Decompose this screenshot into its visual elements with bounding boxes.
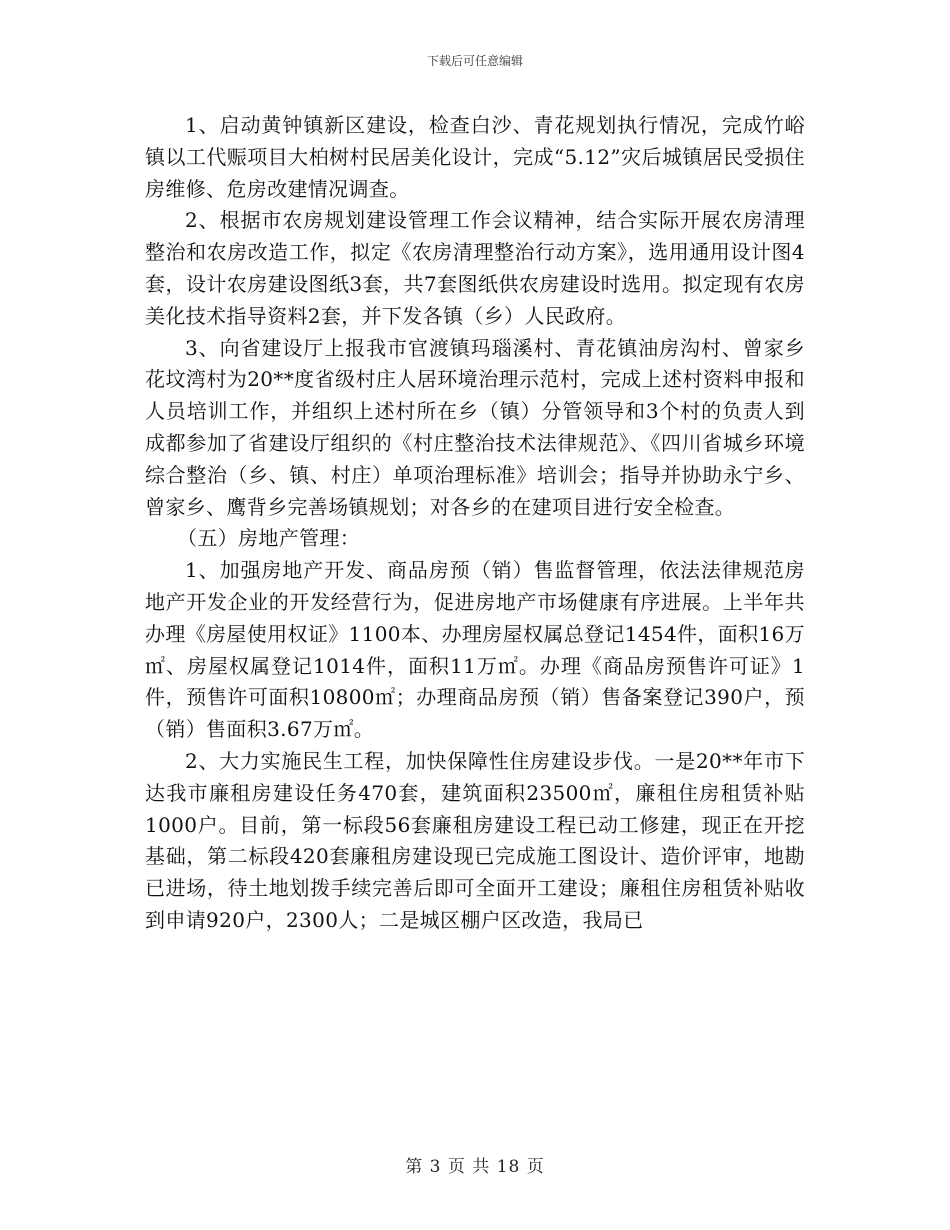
section-heading-real-estate: （五）房地产管理： [177,526,361,551]
page-header: 下载后可任意编辑 [426,54,523,68]
document-body [145,110,805,937]
paragraph-rural-housing: 2、根据市农房规划建设管理工作会议精神，结合实际开展农房清理整治和农房改造工作，拟定《农房清理整治行动方案》，选用通用设计图4套，设计农房建设图纸3套，共7套图纸供农房建设时选用。拟定现有农房美化技术指导资料2套，并下发各镇（乡）人民政府。 [145,208,805,328]
paragraph-affordable-housing: 2、大力实施民生工程，加快保障性住房建设步伐。一是20**年市下达我市廉租房建设任务470套，建筑面积23500㎡，廉租住房租赁补贴1000户。目前，第一标段56套廉租房建设工程已动工修建，现正在开挖基础，第二标段420套廉租房建设现已完成施工图设计、造价评审，地勘已进场，待土地划拨手续完善后即可全面开工建设；廉租住房租赁补贴收到申请920户，2300人；二是城区棚户区改造，我局已 [145,748,805,932]
paragraph-demonstration-villages: 3、向省建设厅上报我市官渡镇玛瑙溪村、青花镇油房沟村、曾家乡花坟湾村为20**度省级村庄人居环境治理示范村，完成上述村资料申报和人员培训工作，并组织上述村所在乡（镇）分管领导和3个村的负责人到成都参加了省建设厅组织的《村庄整治技术法律规范》、《四川省城乡环境综合整治（乡、镇、村庄）单项治理标准》培训会；指导并协助永宁乡、曾家乡、鹰背乡完善场镇规划；对各乡的在建项目进行安全检查。 [145,335,805,519]
paragraph-town-construction: 1、启动黄钟镇新区建设，检查白沙、青花规划执行情况，完成竹峪镇以工代赈项目大柏树村民居美化设计，完成“5.12”灾后城镇居民受损住房维修、危房改建情况调查。 [145,113,805,201]
paragraph-real-estate-supervision: 1、加强房地产开发、商品房预（销）售监督管理，依法法律规范房地产开发企业的开发经营行为，促进房地产市场健康有序进展。上半年共办理《房屋使用权证》1100本、办理房屋权属总登记1454件，面积16万㎡、房屋权属登记1014件，面积11万㎡。办理《商品房预售许可证》1件，预售许可面积10800㎡；办理商品房预（销）售备案登记390户，预（销）售面积3.67万㎡。 [145,558,805,742]
page-number-footer: 第 3 页 共 18 页 [405,1157,545,1177]
